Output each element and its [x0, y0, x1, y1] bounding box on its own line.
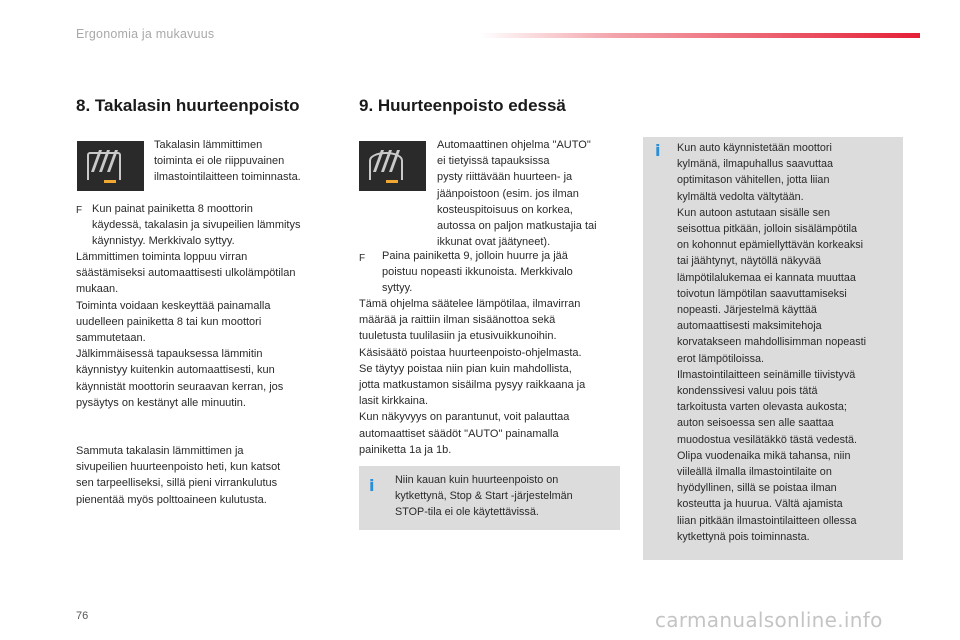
section-8-footer-text: Sammuta takalasin lämmittimen ja sivupeilien huurteenpoisto heti, kun katsot sen tarpeelliseksi, sillä pieni virrankulutus pienentää myös polttoaineen kulutusta.: [76, 445, 281, 506]
section-8-icon-caption: Takalasin lämmittimen toiminta ei ole riippuvainen ilmastointilaitteen toiminnasta.: [154, 139, 301, 184]
side-info-box: [643, 137, 903, 560]
chapter-title: Ergonomia ja mukavuus: [76, 27, 215, 41]
header-accent-bar: [480, 33, 920, 38]
bullet-icon: F: [359, 253, 366, 264]
rear-defrost-icon: [77, 141, 144, 191]
info-icon: i: [369, 476, 375, 495]
section-9-bullet-text: Paina painiketta 9, jolloin huurre ja jää poistuu nopeasti ikkunoista. Merkkivalo syttyy.: [382, 250, 573, 295]
indicator-light: [386, 180, 398, 183]
bullet-icon: F: [76, 205, 83, 216]
side-info-text: Kun auto käynnistetään moottori kylmänä, ilmapuhallus saavuttaa optimitason vähitellen, jotta liian kylmältä vedolta vältytään. Kun autoon astutaan sisälle sen seisottua pitkään, jolloin sisälämpötila on kohonnut epämiellyttävän korkeaksi tai jäähtynyt, näytöllä näkyvää lämpötilalukemaa ei kannata muuttaa toivotun lämpötilan saavuttamiseksi nopeasti. Järjestelmä käyttää automaattisesti maksimitehoja korvatakseen mahdollisimman nopeasti erot lämpötiloissa. Ilmastointilaitteen seinämille tiivistyvä kondenssivesi valuu pois tätä tarkoitusta varten olevasta aukosta; auton seisoessa sen alle saattaa muodostua vesilätäkkö tästä vedestä. Olipa vuodenaika mikä tahansa, niin viileällä ilmalla ilmastointilaite on hyödyllinen, sillä se poistaa ilman kosteutta ja huurua. Vältä ajamista liian pitkään ilmastointilaitteen ollessa kytkettynä pois toiminnasta.: [677, 142, 867, 543]
section-9-body: Tämä ohjelma säätelee lämpötilaa, ilmavirran määrää ja raittiin ilman sisäänottoa sekä tuuletusta tuulilasiin ja etusivuikkunoihin. Käsisäätö poistaa huurteenpoisto-ohjelmasta. Se täytyy poistaa niin pian kuin mahdollista, jotta matkustamon sisäilma pysyy raikkaana ja lasit kirkkaina. Kun näkyvyys on parantunut, voit palauttaa automaattiset säädöt "AUTO" painamalla painiketta 1a ja 1b.: [359, 298, 586, 456]
watermark: carmanualsonline.info: [655, 608, 883, 632]
section-9-heading: 9. Huurteenpoisto edessä: [359, 96, 566, 115]
info-icon: i: [655, 141, 661, 160]
front-defrost-icon: [359, 141, 426, 191]
stop-start-note-box: [359, 466, 620, 530]
indicator-light: [104, 180, 116, 183]
section-8-heading: 8. Takalasin huurteenpoisto: [76, 96, 300, 115]
section-8-body: Lämmittimen toiminta loppuu virran säästämiseksi automaattisesti ulkolämpötilan mukaan. Toiminta voidaan keskeyttää painamalla uudelleen painiketta 8 tai kun moottori sammutetaan. Jälkimmäisessä tapauksessa lämmitin käynnistyy kuitenkin automaattisesti, kun käynnistät moottorin seuraavan kerran, jos pysäytys on kestänyt alle minuutin.: [76, 251, 296, 409]
page-number: 76: [76, 610, 89, 622]
section-8-bullet-text: Kun painat painiketta 8 moottorin käydessä, takalasin ja sivupeilien lämmitys käynnistyy. Merkkivalo syttyy.: [92, 203, 301, 248]
stop-start-note-text: Niin kauan kuin huurteenpoisto on kytkettynä, Stop & Start -järjestelmän STOP-tila ei ole käytettävissä.: [395, 474, 573, 519]
section-9-icon-caption: Automaattinen ohjelma "AUTO" ei tietyissä tapauksissa pysty riittävään huurteen- ja jäänpoistoon (esim. jos ilman kosteuspitoisuus on korkea, autossa on paljon matkustajia tai ikkunat ovat jäätyneet).: [437, 139, 597, 249]
